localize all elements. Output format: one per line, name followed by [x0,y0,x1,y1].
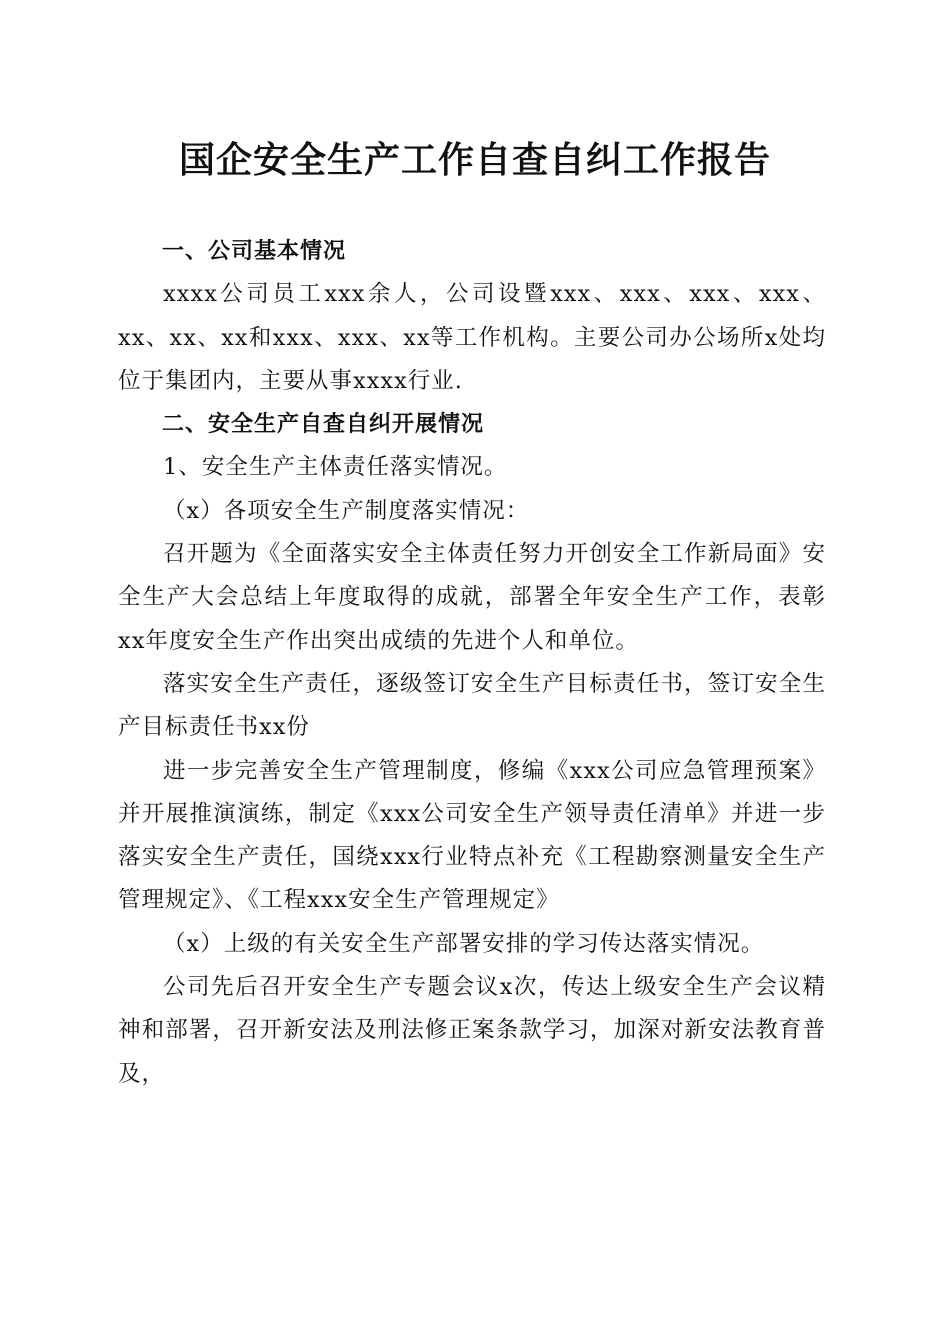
section-heading-basic-info: 一、公司基本情况 [162,239,347,264]
document-body [118,230,826,1096]
paragraph-company-overview: xxxx公司员工xxx余人，公司设暨xxx、xxx、xxx、xxx、xx、xx、xx和xxx、xxx、xx等工作机构。主要公司办公场所x处均位于集团内，主要从事xxxx行业. [118,281,826,394]
paragraph-system-implementation: （x）各项安全生产制度落实情况： [163,497,530,524]
paragraph-management-system: 进一步完善安全生产管理制度，修编《xxx公司应急管理预案》并开展推演演练，制定《xxx公司安全生产领导责任清单》并进一步落实安全生产责任，国绕xxx行业特点补充《工程勘察测量安全生产管理规定》、《工程xxx安全生产管理规定》 [118,757,826,914]
document-title: 国企安全生产工作自查自纠工作报告 [178,139,771,181]
paragraph-responsibility-item: 1、安全生产主体责任落实情况。 [163,454,508,481]
paragraph-responsibility-letters: 落实安全生产责任，逐级签订安全生产目标责任书，签订安全生产目标责任书xx份 [118,670,826,741]
paragraph-safety-conference: 召开题为《全面落实安全主体责任努力开创安全工作新局面》安全生产大会总结上年度取得的成就，部署全年安全生产工作，表彰xx年度安全生产作出突出成绩的先进个人和单位。 [118,541,826,654]
section-heading-self-inspection: 二、安全生产自查自纠开展情况 [162,412,485,438]
paragraph-superior-deployment: （x）上级的有关安全生产部署安排的学习传达落实情况。 [163,930,765,957]
paragraph-special-meetings: 公司先后召开安全生产专题会议x次，传达上级安全生产会议精神和部署，召开新安法及刑法修正案条款学习，加深对新安法教育普及， [118,974,826,1087]
